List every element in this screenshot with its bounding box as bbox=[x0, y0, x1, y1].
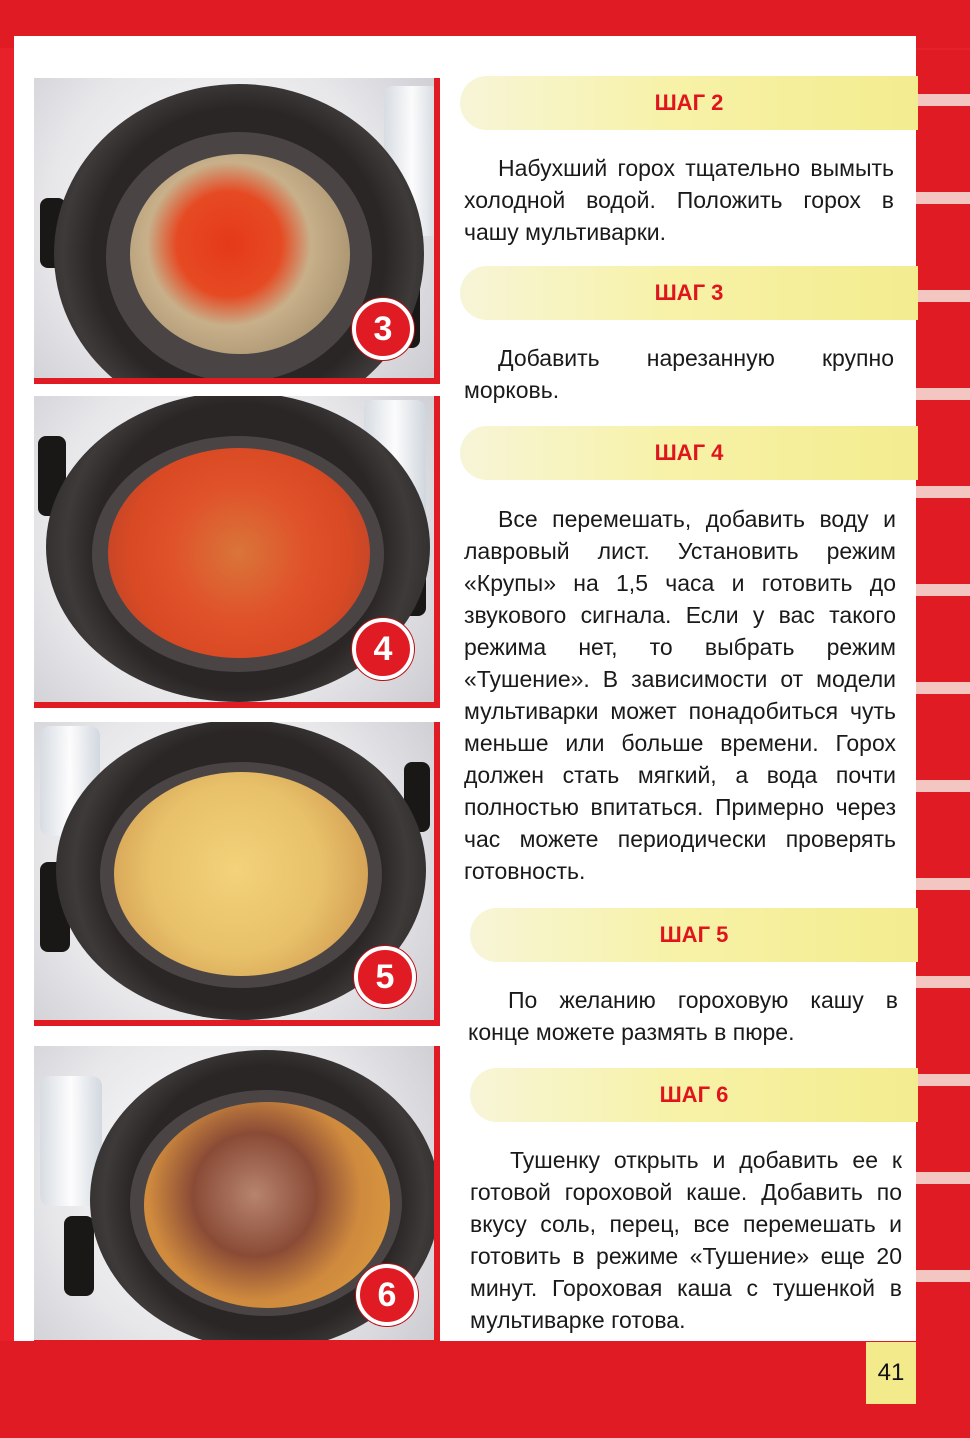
bottom-red-bar bbox=[0, 1341, 970, 1438]
photo-step-3 bbox=[34, 78, 440, 384]
step-2-text: Набухший горох тщательно вымыть холодной водой. Положить горох в чашу мультиварки. bbox=[464, 155, 894, 245]
photo-step-4 bbox=[34, 396, 440, 708]
carrots-with-bay-leaf bbox=[108, 448, 370, 658]
step-badge-4: 4 bbox=[352, 618, 414, 680]
photo-step-6 bbox=[34, 1046, 440, 1346]
side-stripes-decoration bbox=[916, 50, 970, 1390]
pot-handle bbox=[64, 1216, 94, 1296]
step-badge-3: 3 bbox=[352, 298, 414, 360]
photo-step-5 bbox=[34, 722, 440, 1026]
cooked-pea-porridge bbox=[114, 772, 368, 976]
step-3-heading: ШАГ 3 bbox=[460, 266, 918, 320]
step-badge-5: 5 bbox=[354, 946, 416, 1008]
peas-and-carrots bbox=[130, 154, 350, 354]
step-badge-6: 6 bbox=[356, 1264, 418, 1326]
step-6-text: Тушенку открыть и добавить ее к готовой гороховой каше. Добавить по вкусу соль, перец, все перемешать и готовить в режиме «Тушение» еще 20 минут. Гороховая каша с тушенкой в мультиварке готова. bbox=[470, 1147, 902, 1333]
step-3-text: Добавить нарезанную крупно морковь. bbox=[464, 345, 894, 403]
porridge-with-stewed-meat bbox=[144, 1102, 390, 1308]
step-4-text: Все перемешать, добавить воду и лавровый лист. Установить режим «Крупы» на 1,5 часа и готовить до звукового сигнала. Если у вас такого режима нет, то выбрать режим «Тушение». В зависимости от модели мультиварки может понадобиться чуть меньше или больше времени. Горох должен стать мягкий, а вода почти полностью впитаться. Примерно через час можете периодически проверять готовность. bbox=[464, 506, 896, 884]
step-4-heading: ШАГ 4 bbox=[460, 426, 918, 480]
step-5-text: По желанию гороховую кашу в конце можете размять в пюре. bbox=[468, 987, 898, 1045]
step-6-heading: ШАГ 6 bbox=[470, 1068, 918, 1122]
page-number: 41 bbox=[866, 1342, 916, 1404]
step-5-heading: ШАГ 5 bbox=[470, 908, 918, 962]
step-2-heading: ШАГ 2 bbox=[460, 76, 918, 130]
